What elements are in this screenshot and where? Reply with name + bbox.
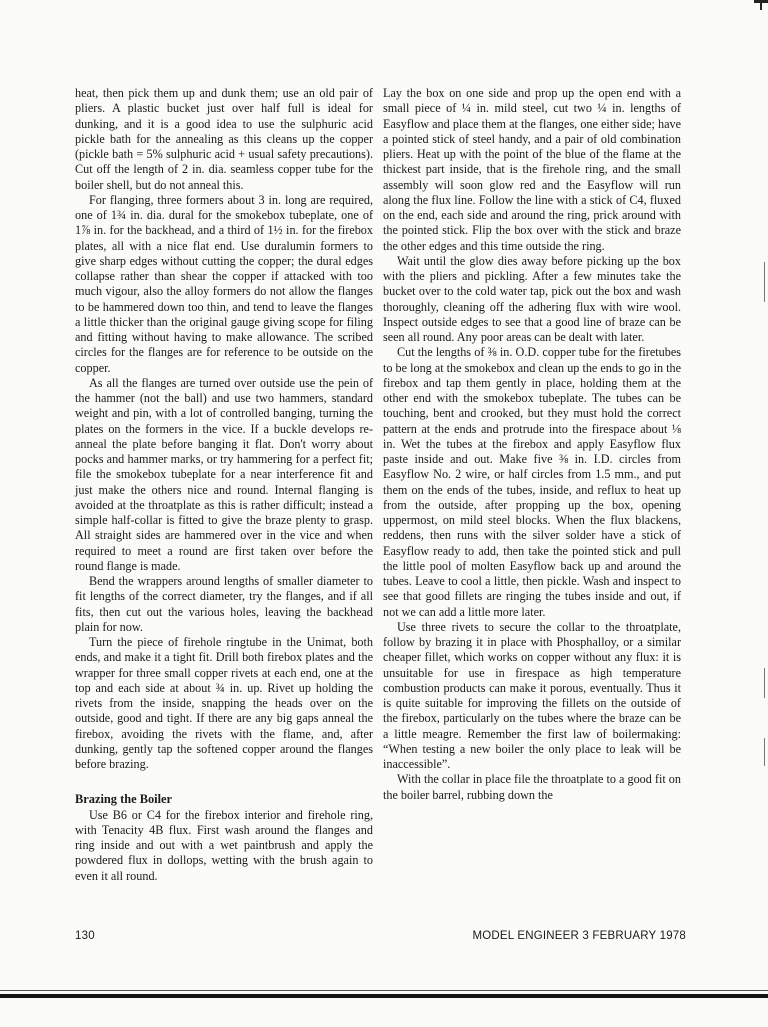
scan-edge-mark <box>764 668 765 698</box>
left-paragraph-5: Turn the piece of firehole ringtube in the Unimat, both ends, and make it a tight fit. Drill both firebox plates and the wrapper for three small copper rivets at each end, one at the top and each side at about ¾ in. up. Rivet up holding the rivets from the inside, snapping the heads over on the outside, good and tight. If there are any big gaps anneal the firebox, avoiding the rivets with the flame, and, after dunking, gently tap the softened copper around the flanges before brazing. <box>75 635 373 771</box>
left-paragraph-3: As all the flanges are turned over outside use the pein of the hammer (not the ball) and use two hammers, standard weight and pin, with a lot of controlled banging, turning the plates on the formers in the vice. If a buckle develops re-anneal the plate before banging it flat. Don't worry about pocks and hammer marks, or try hammering for a perfect fit; file the smokebox tubeplate for a near interference fit and just make the others nice and round. Internal flanging is avoided at the throatplate as this is rather difficult; instead a simple half-collar is fitted to give the braze plenty to grasp. All straight sides are hammered over in the vice and when required to meet a round are first taken over before the round flange is made. <box>75 375 373 573</box>
left-paragraph-6: Use B6 or C4 for the firebox interior and firehole ring, with Tenacity 4B flux. First wash around the flanges and ring inside and out with a wet paintbrush and apply the powdered flux in dollops, wetting with the brush again to even it all round. <box>75 807 373 883</box>
left-paragraph-1: heat, then pick them up and dunk them; use an old pair of pliers. A plastic bucket just over half full is ideal for dunking, and it is a good idea to use the sulphuric acid pickle bath for the annealing as this cleans up the copper (pickle bath = 5% sulphuric acid + usual safety precautions). Cut off the length of 2 in. dia. seamless copper tube for the boiler shell, but do not anneal this. <box>75 86 373 192</box>
right-paragraph-3: Cut the lengths of ⅜ in. O.D. copper tube for the firetubes to be long at the smokebox and clean up the ends to go in the firebox and tap them gently in place, holding them at the other end with the smokebox tubeplate. The tubes can be touching, bent and crooked, but they must hold the correct pattern at the ends and protrude into the firespace about ⅛ in. Wet the tubes at the firebox and apply Easyflow flux paste inside and out. Make five ⅜ in. I.D. circles from Easyflow No. 2 wire, or half circles from 1.5 mm., and put them on the ends of the tubes, inside, and reflux to heat up from the outside, after propping up the box, opening uppermost, on mild steel blocks. When the flux blackens, reddens, then runs with the silver solder have a stick of Easyflow ready to add, then take the pointed stick and pull the little pool of molten Easyflow back up and around the tubes. Leave to cool a little, then pickle. Wash and inspect to see that good fillets are ringing the tubes inside and out, if not we can add a little more later. <box>383 345 681 619</box>
right-paragraph-4: Use three rivets to secure the collar to the throatplate, follow by brazing it in place with Phosphalloy, or a similar cheaper fillet, which works on copper without any flux: it is unsuitable for use in firespace as high temperature combustion products can make it porous, eventually. Thus it is quite suitable for improving the fillets on the outside of the firebox, particularly on the tubes where the braze can be a little meagre. Remember the first law of boilermaking: “When testing a new boiler the only place to leak will be inaccessible”. <box>383 619 681 771</box>
section-heading-brazing: Brazing the Boiler <box>75 792 173 807</box>
scan-edge-mark <box>764 738 765 766</box>
right-paragraph-2: Wait until the glow dies away before picking up the box with the pliers and pickling. After a few minutes take the bucket over to the cold water tap, pick out the box and wash thoroughly, cleaning off the adhering flux with wire wool. Inspect outside edges to see that a good line of braze can be seen all round. Any poor areas can be dealt with later. <box>383 253 681 344</box>
left-paragraph-4: Bend the wrappers around lengths of smaller diameter to fit lengths of the correct diameter, try the flanges, and if all fits, then cut out the various holes, leaving the backhead plain for now. <box>75 574 373 634</box>
left-paragraph-2: For flanging, three formers about 3 in. long are required, one of 1¾ in. dia. dural for the smokebox tubeplate, one of 1⅞ in. for the backhead, and a third of 1½ in. for the firebox plates, all with a nice flat end. Use duralumin formers to give sharp edges without cutting the copper; the dural edges collapse rather than shear the copper if attacked with too much vigour, also the alloy formers do not allow the flanges to be hammered down too thin, and tend to leave the flanges a little thicker than the original gauge giving scope for filing and fitting without having to make allowance. The scribed circles for the flanges are for reference to be outside on the copper. <box>75 192 373 375</box>
right-paragraph-1: Lay the box on one side and prop up the open end with a small piece of ¼ in. mild steel, cut two ¼ in. lengths of Easyflow and place them at the flanges, one either side; have a pointed stick of steel handy, and a pair of old combination pliers. Heat up with the point of the blue of the flame at the thickest part inside, that is the firehole ring, and the small assembly will soon glow red and the Easyflow will run along the flux line. Follow the line with a stick of C4, fluxed on the end, each side and around the ring, prick around with the pointed stick. Flip the box over with the stick and braze the other edges and this time outside the ring. <box>383 86 681 253</box>
right-column <box>383 86 681 803</box>
corner-crop-mark-vertical <box>760 0 762 10</box>
scan-edge-mark <box>764 262 765 302</box>
journal-footer: MODEL ENGINEER 3 FEBRUARY 1978 <box>472 930 686 942</box>
page-number: 130 <box>75 930 95 942</box>
bottom-thin-rule <box>0 990 768 991</box>
left-column <box>75 86 373 884</box>
right-paragraph-5: With the collar in place file the throatplate to a good fit on the boiler barrel, rubbing down the <box>383 772 681 802</box>
bottom-rule <box>0 994 768 998</box>
